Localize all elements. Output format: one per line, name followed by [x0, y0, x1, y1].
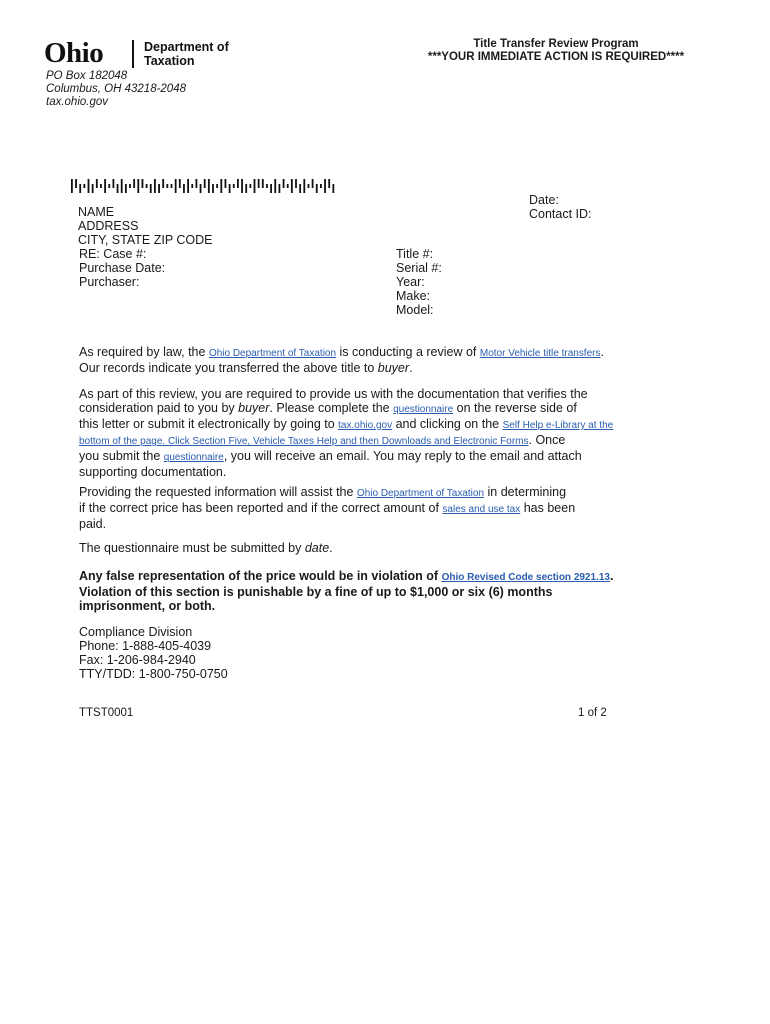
barcode-bar	[200, 184, 202, 193]
logo-wordmark: Ohio	[44, 37, 104, 69]
address-line2: Columbus, OH 43218-2048	[46, 83, 186, 95]
p1-buyer: buyer	[377, 361, 410, 375]
self-help-library-link[interactable]: Self Help e-Library at the	[502, 420, 614, 431]
p5-line1-a: Any false representation of the price would be in violation of	[79, 569, 442, 583]
contact-phone: Phone: 1-888-405-4039	[79, 639, 212, 653]
barcode-bar	[241, 179, 243, 193]
barcode-bar	[212, 184, 214, 193]
barcode-bar	[92, 184, 94, 193]
program-title: Title Transfer Review Program	[473, 38, 639, 50]
p1-line2-text: Our records indicate you transferred the above title to	[79, 361, 378, 375]
logo-department	[144, 40, 229, 68]
barcode-bar	[162, 179, 164, 188]
p2-line6: supporting documentation.	[79, 465, 227, 479]
barcode-bar	[220, 179, 222, 193]
date-label: Date:	[529, 193, 559, 207]
p2-line2-a: consideration paid to you by	[79, 401, 239, 415]
barcode-bar	[79, 184, 81, 193]
p2-line1: As part of this review, you are required to provide us with the documentation that verifies the	[79, 387, 588, 401]
questionnaire-link-2[interactable]: questionnaire	[163, 452, 224, 463]
barcode-bar	[146, 184, 148, 188]
barcode-bar	[71, 179, 73, 193]
p2-buyer: buyer	[238, 401, 270, 415]
barcode-bar	[258, 179, 260, 188]
barcode-bar	[237, 179, 239, 188]
barcode-bar	[303, 179, 305, 193]
model-label: Model:	[396, 303, 434, 317]
p2-line2-b: . Please complete the	[269, 401, 394, 415]
p1-text-a: As required by law, the	[79, 345, 209, 359]
barcode-bar	[183, 184, 185, 193]
barcode-bar	[328, 179, 330, 188]
barcode-bar	[137, 179, 139, 193]
barcode-bar	[208, 179, 210, 193]
barcode-bar	[249, 184, 251, 188]
logo-dept-line1: Department of	[144, 40, 229, 54]
barcode-bar	[113, 179, 115, 188]
motor-vehicle-title-transfers-link[interactable]: Motor Vehicle title transfers	[479, 348, 601, 359]
barcode-bar	[216, 184, 218, 188]
barcode-bar	[274, 179, 276, 193]
barcode-bar	[158, 184, 160, 193]
purchase-date-label: Purchase Date:	[79, 261, 166, 275]
barcode-bar	[299, 184, 301, 193]
barcode-bar	[332, 184, 334, 193]
p1-text-c: .	[600, 345, 604, 359]
contact-id-label: Contact ID:	[529, 207, 592, 221]
p2-line3-a: this letter or submit it electronically by going to	[79, 417, 339, 431]
barcode-bar	[196, 179, 198, 188]
sales-use-tax-link[interactable]: sales and use tax	[442, 504, 521, 515]
barcode-bar	[154, 179, 156, 193]
contact-division: Compliance Division	[79, 625, 193, 639]
barcode-bar	[129, 184, 131, 188]
recipient-name: NAME	[78, 205, 115, 219]
p3-line2-a: if the correct price has been reported and if the correct amount of	[79, 501, 443, 515]
barcode-bar	[171, 184, 173, 188]
barcode-bar	[117, 184, 119, 193]
p3-line3: paid.	[79, 517, 107, 531]
barcode-bar	[125, 184, 127, 193]
barcode-bar	[283, 179, 285, 188]
p4-text-b: .	[329, 541, 333, 555]
year-label: Year:	[396, 275, 425, 289]
contact-tty: TTY/TDD: 1-800-750-0750	[79, 667, 228, 681]
paragraph-documentation-request	[79, 387, 749, 479]
barcode-bar	[187, 179, 189, 193]
barcode-bar	[262, 179, 264, 188]
p3-line2-b: has been	[520, 501, 576, 515]
barcode-bar	[104, 179, 106, 193]
p5-line2: Violation of this section is punishable by a fine of up to $1,000 or six (6) months	[79, 585, 553, 599]
barcode-bar	[312, 179, 314, 188]
recipient-address: ADDRESS	[78, 219, 139, 233]
p2-line5-b: , you will receive an email. You may reply to the email and attach	[223, 449, 582, 463]
self-help-library-link-cont[interactable]: bottom of the page. Click Section Five, Vehicle Taxes Help and then Downloads and Electronic Forms	[79, 436, 529, 447]
barcode-bar	[324, 179, 326, 193]
p2-line4-b: . Once	[528, 433, 566, 447]
barcode-bar	[295, 179, 297, 188]
p5-line1-b: .	[609, 569, 614, 583]
return-address	[46, 70, 186, 109]
barcode-bar	[270, 184, 272, 193]
form-id: TTST0001	[79, 707, 134, 719]
ohio-dept-taxation-link[interactable]: Ohio Department of Taxation	[208, 348, 337, 359]
barcode-bar	[100, 184, 102, 188]
postal-barcode	[71, 179, 337, 193]
p2-line3-b: and clicking on the	[392, 417, 503, 431]
p1-line2-end: .	[409, 361, 413, 375]
barcode-bar	[287, 184, 289, 188]
title-number-label: Title #:	[396, 247, 434, 261]
purchaser-label: Purchaser:	[79, 275, 140, 289]
barcode-bar	[233, 184, 235, 188]
barcode-bar	[108, 184, 110, 188]
barcode-bar	[229, 184, 231, 193]
barcode-bar	[191, 184, 193, 188]
barcode-bar	[179, 179, 181, 188]
logo-divider	[132, 40, 134, 68]
barcode-bar	[175, 179, 177, 193]
recipient-city: CITY, STATE ZIP CODE	[78, 233, 213, 247]
barcode-bar	[245, 184, 247, 193]
make-label: Make:	[396, 289, 431, 303]
barcode-bar	[121, 179, 123, 193]
barcode-bar	[291, 179, 293, 193]
barcode-bar	[308, 184, 310, 188]
logo-dept-line2: Taxation	[144, 54, 195, 68]
barcode-bar	[254, 179, 256, 193]
case-number-label: RE: Case #:	[79, 247, 147, 261]
p3-line1-a: Providing the requested information will assist the	[79, 485, 357, 499]
paragraph-deadline	[79, 541, 749, 555]
ohio-revised-code-link[interactable]: Ohio Revised Code section 2921.13	[441, 572, 610, 583]
barcode-bar	[166, 184, 168, 188]
barcode-bar	[142, 179, 144, 188]
barcode-bar	[88, 179, 90, 193]
p4-date: date	[304, 541, 330, 555]
barcode-bar	[75, 179, 77, 188]
p3-line1-b: in determining	[484, 485, 567, 499]
ohio-dept-taxation-link-2[interactable]: Ohio Department of Taxation	[356, 488, 485, 499]
barcode-bar	[96, 179, 98, 188]
barcode-bar	[83, 184, 85, 188]
paragraph-review-notice	[79, 345, 749, 375]
page-number: 1 of 2	[578, 707, 607, 719]
barcode-bar	[320, 184, 322, 188]
contact-fax: Fax: 1-206-984-2940	[79, 653, 196, 667]
questionnaire-link[interactable]: questionnaire	[393, 404, 454, 415]
tax-ohio-gov-link[interactable]: tax.ohio.gov	[338, 420, 393, 431]
p1-text-b: is conducting a review of	[336, 345, 480, 359]
p5-line3: imprisonment, or both.	[79, 599, 216, 613]
ohio-taxation-logo	[44, 38, 244, 70]
barcode-bar	[204, 179, 206, 188]
barcode-bar	[133, 179, 135, 188]
barcode-bar	[225, 179, 227, 188]
letter-header	[396, 38, 716, 64]
address-line3: tax.ohio.gov	[46, 96, 109, 108]
serial-number-label: Serial #:	[396, 261, 442, 275]
contact-block	[79, 625, 749, 681]
barcode-bar	[279, 184, 281, 193]
action-notice: ***YOUR IMMEDIATE ACTION IS REQUIRED****	[427, 51, 685, 63]
paragraph-price-review	[79, 485, 749, 531]
p4-text-a: The questionnaire must be submitted by	[79, 541, 305, 555]
barcode-bar	[266, 184, 268, 188]
p2-line5-a: you submit the	[79, 449, 164, 463]
address-line1: PO Box 182048	[46, 70, 128, 82]
p2-line2-c: on the reverse side of	[453, 401, 577, 415]
paragraph-violation-warning	[79, 569, 749, 613]
barcode-bar	[150, 184, 152, 193]
barcode-bar	[316, 184, 318, 193]
